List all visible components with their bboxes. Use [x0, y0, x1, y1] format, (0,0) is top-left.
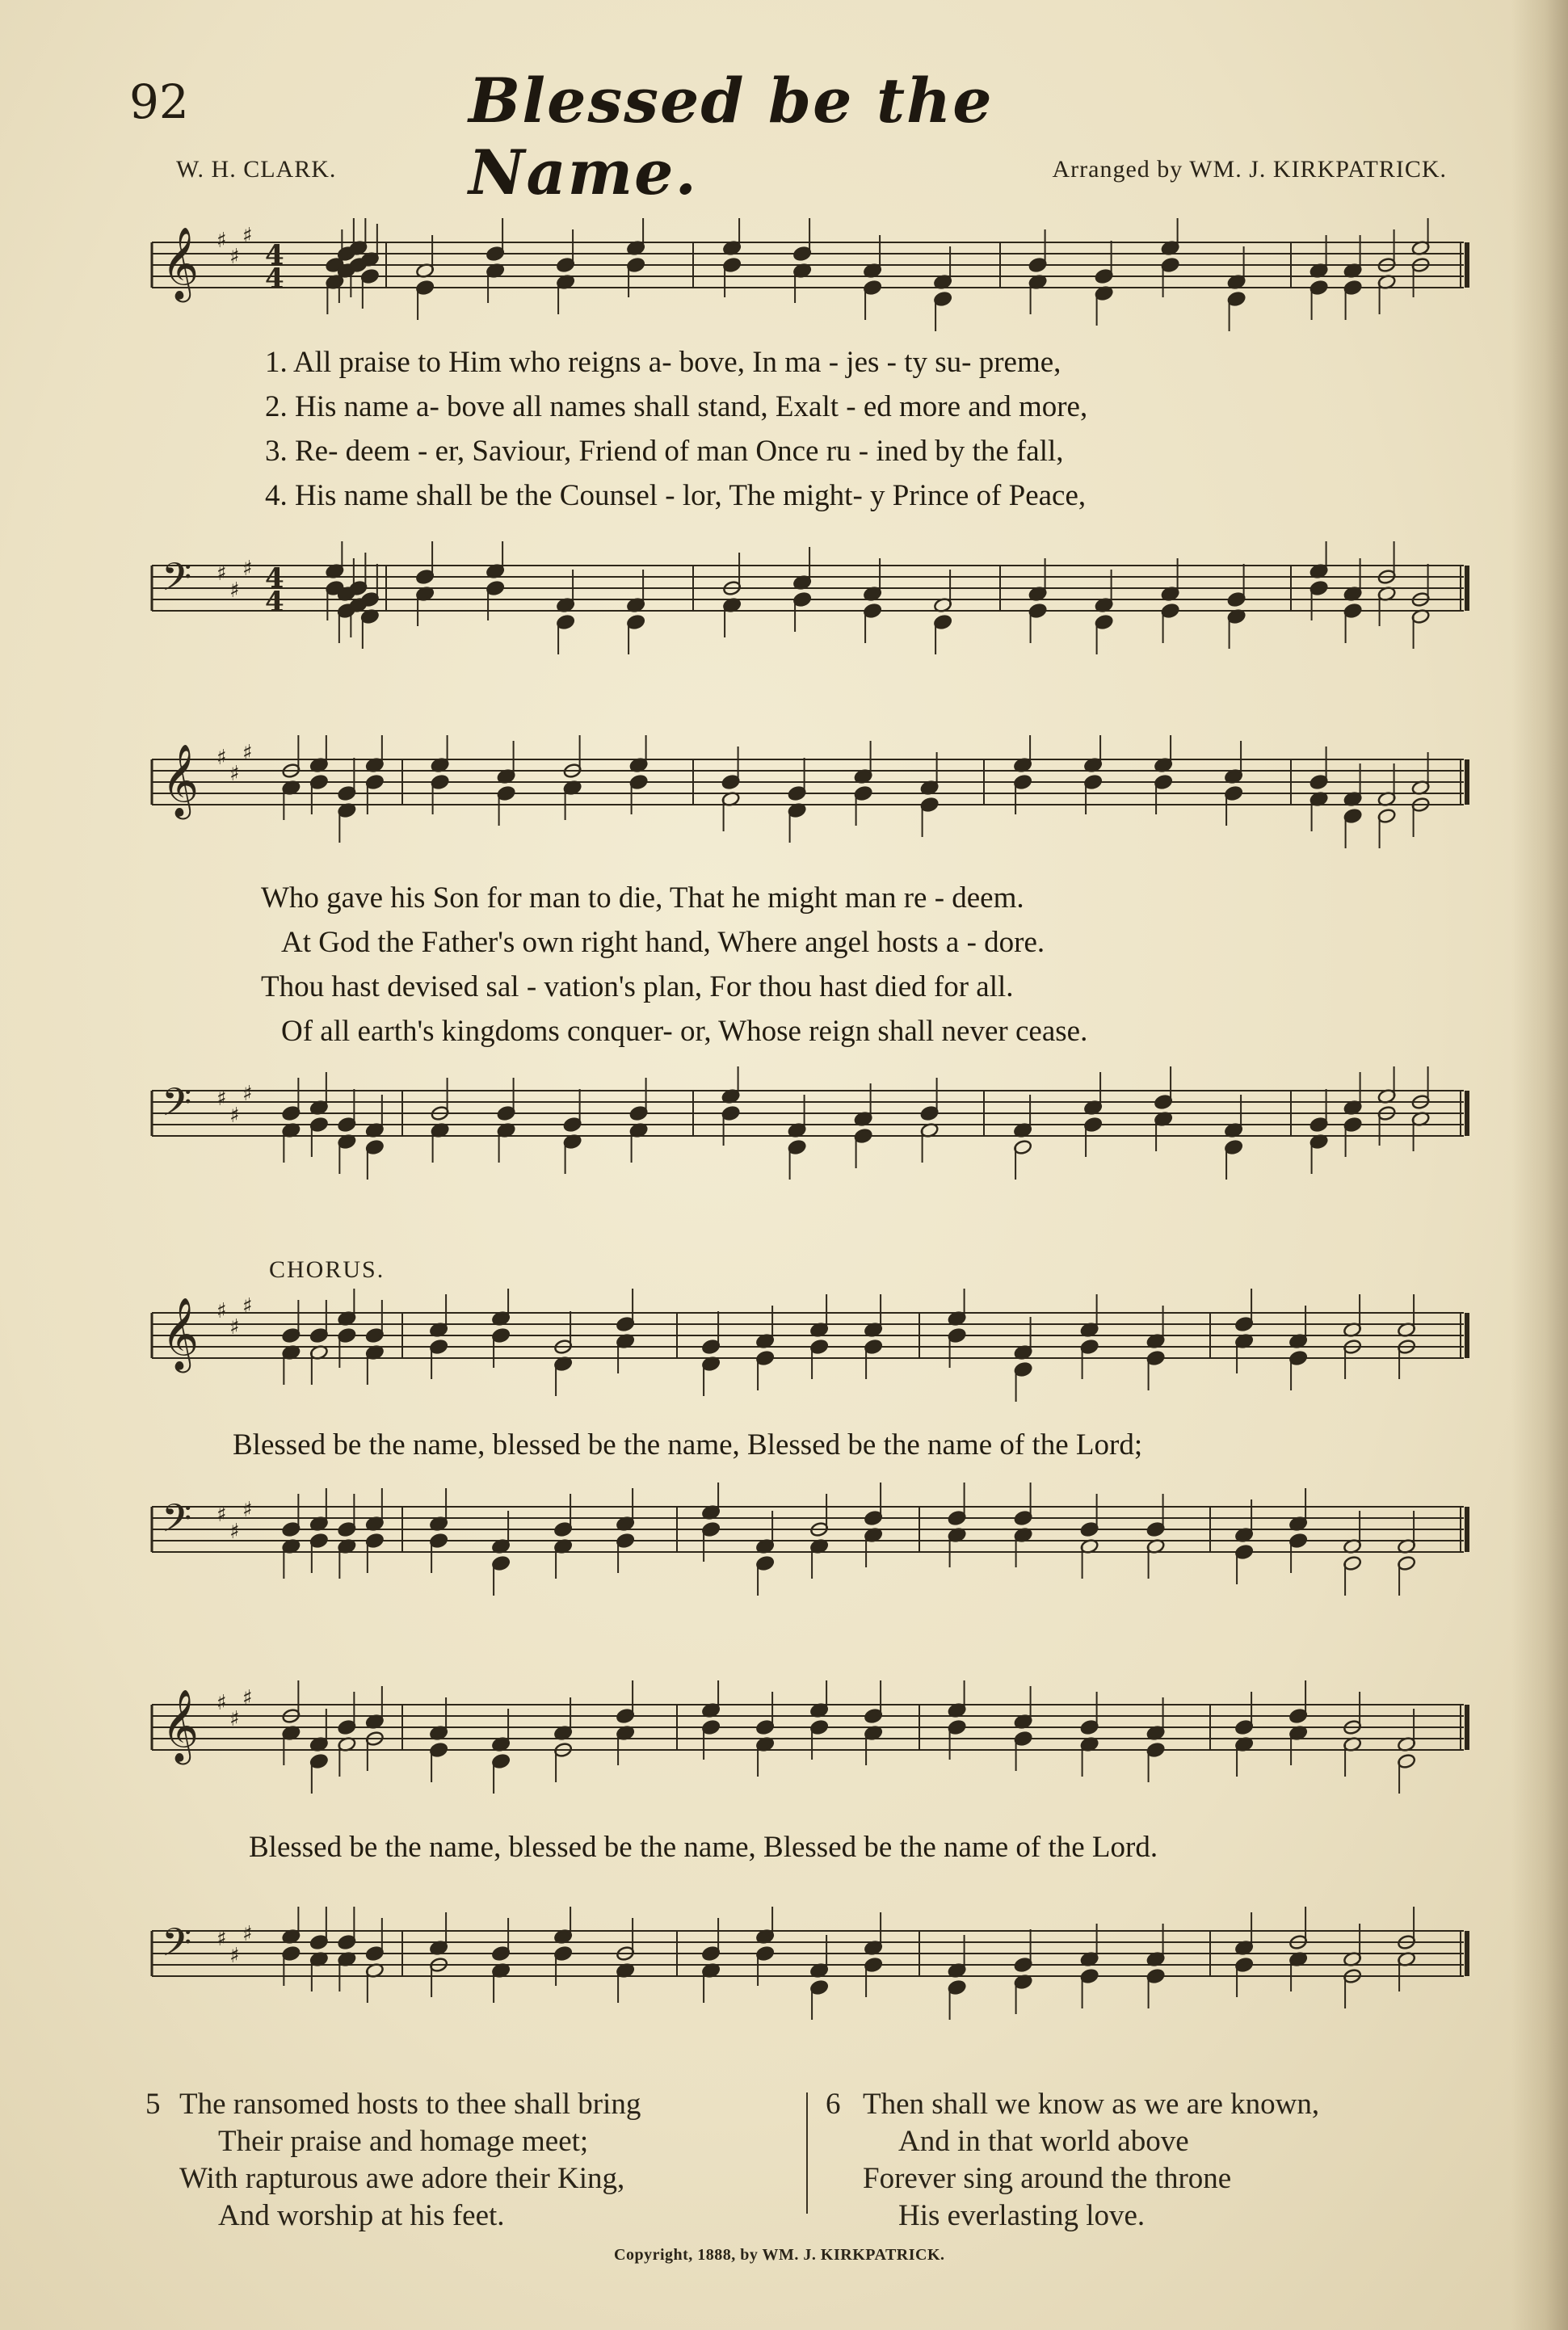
verse-6-line-3: Forever sing around the throne — [863, 2162, 1232, 2195]
svg-text:♯: ♯ — [242, 1082, 253, 1106]
music-system-1 — [144, 210, 1472, 662]
verse-5-line-3: With rapturous awe adore their King, — [179, 2162, 625, 2195]
svg-text:♯: ♯ — [242, 741, 253, 765]
svg-text:♯: ♯ — [229, 762, 240, 786]
svg-text:♯: ♯ — [242, 1686, 253, 1710]
verse-3-line-1: 3. Re- deem - er, Saviour, Friend of man Once ru - ined by the fall, — [265, 435, 1064, 468]
bass-staff-2 — [144, 1066, 1472, 1196]
verse-5-line-2: Their praise and homage meet; — [218, 2125, 589, 2158]
svg-text:𝄞: 𝄞 — [162, 1689, 200, 1762]
svg-text:𝄞: 𝄞 — [162, 1297, 200, 1370]
chorus-line-1: Blessed be the name, blessed be the name, Blessed be the name of the Lord; — [233, 1428, 1143, 1462]
svg-text:♯: ♯ — [229, 1520, 240, 1544]
svg-text:♯: ♯ — [216, 746, 227, 770]
svg-text:4: 4 — [265, 239, 284, 271]
treble-staff-3 — [144, 1289, 1472, 1418]
svg-text:𝄢: 𝄢 — [162, 1079, 192, 1134]
verse-divider — [806, 2092, 808, 2214]
verse-2-line-2: At God the Father's own right hand, Where angel hosts a - dore. — [281, 926, 1045, 959]
svg-text:♯: ♯ — [242, 1294, 253, 1319]
svg-text:♯: ♯ — [242, 1498, 253, 1522]
verse-6-line-2: And in that world above — [898, 2125, 1189, 2158]
svg-text:4: 4 — [265, 586, 284, 618]
svg-text:♯: ♯ — [242, 557, 253, 581]
svg-text:4: 4 — [265, 263, 284, 295]
copyright-notice: Copyright, 1888, by WM. J. KIRKPATRICK. — [614, 2246, 945, 2264]
svg-text:𝄢: 𝄢 — [162, 554, 192, 609]
music-system-4 — [144, 1664, 1472, 2076]
music-system-3-chorus — [144, 1256, 1472, 1652]
hymn-title: Blessed be the Name. — [469, 65, 994, 208]
music-system-2 — [144, 727, 1472, 1196]
svg-text:♯: ♯ — [229, 1707, 240, 1731]
svg-text:♯: ♯ — [216, 1299, 227, 1323]
verse-6-line-4: His everlasting love. — [898, 2199, 1146, 2232]
svg-text:♯: ♯ — [229, 1315, 240, 1340]
svg-text:♯: ♯ — [242, 224, 253, 248]
svg-text:♯: ♯ — [229, 245, 240, 269]
author-credit: W. H. CLARK. — [176, 156, 337, 183]
bass-staff-3 — [144, 1483, 1472, 1628]
treble-staff-2 — [144, 735, 1472, 864]
svg-text:♯: ♯ — [216, 1927, 227, 1951]
verse-5-line-4: And worship at his feet. — [218, 2199, 505, 2232]
svg-text:𝄢: 𝄢 — [162, 1495, 192, 1550]
verse-1-line-2: Who gave his Son for man to die, That he might man re - deem. — [261, 881, 1024, 915]
verse-3-line-2: Thou hast devised sal - vation's plan, For thou hast died for all. — [261, 970, 1014, 1003]
svg-text:𝄞: 𝄞 — [162, 227, 200, 300]
svg-text:𝄢: 𝄢 — [162, 1920, 192, 1975]
bass-staff-4 — [144, 1907, 1472, 2052]
svg-text:♯: ♯ — [216, 229, 227, 253]
svg-text:♯: ♯ — [229, 1104, 240, 1128]
treble-staff-1 — [144, 218, 1472, 347]
verse-4-line-2: Of all earth's kingdoms conquer- or, Whose reign shall never cease. — [281, 1015, 1088, 1048]
svg-text:♯: ♯ — [229, 1944, 240, 1968]
verse-1-line-1: 1. All praise to Him who reigns a- bove, In ma - jes - ty su- preme, — [265, 346, 1061, 379]
verse-2-line-1: 2. His name a- bove all names shall stand, Exalt - ed more and more, — [265, 390, 1088, 423]
chorus-label: CHORUS. — [269, 1256, 385, 1283]
page-edge-shadow — [1511, 0, 1568, 2330]
verse-6-number: 6 — [826, 2088, 841, 2121]
arranger-credit: Arranged by WM. J. KIRKPATRICK. — [1052, 156, 1447, 183]
page-number: 92 — [129, 74, 189, 129]
svg-text:𝄞: 𝄞 — [162, 744, 200, 817]
svg-text:♯: ♯ — [216, 561, 227, 586]
verse-4-line-1: 4. His name shall be the Counsel - lor, The might- y Prince of Peace, — [265, 479, 1087, 512]
svg-text:♯: ♯ — [242, 1922, 253, 1946]
chorus-line-2: Blessed be the name, blessed be the name, Blessed be the name of the Lord. — [249, 1831, 1158, 1864]
verse-6-line-1: Then shall we know as we are known, — [863, 2088, 1320, 2121]
svg-text:♯: ♯ — [216, 1087, 227, 1111]
verse-5-line-1: The ransomed hosts to thee shall bring — [179, 2088, 641, 2121]
svg-text:♯: ♯ — [229, 578, 240, 603]
svg-text:♯: ♯ — [216, 1503, 227, 1527]
treble-staff-4 — [144, 1680, 1472, 1810]
verse-5-number: 5 — [145, 2088, 161, 2121]
svg-text:♯: ♯ — [216, 1691, 227, 1715]
svg-text:4: 4 — [265, 562, 284, 595]
bass-staff-1 — [144, 541, 1472, 671]
